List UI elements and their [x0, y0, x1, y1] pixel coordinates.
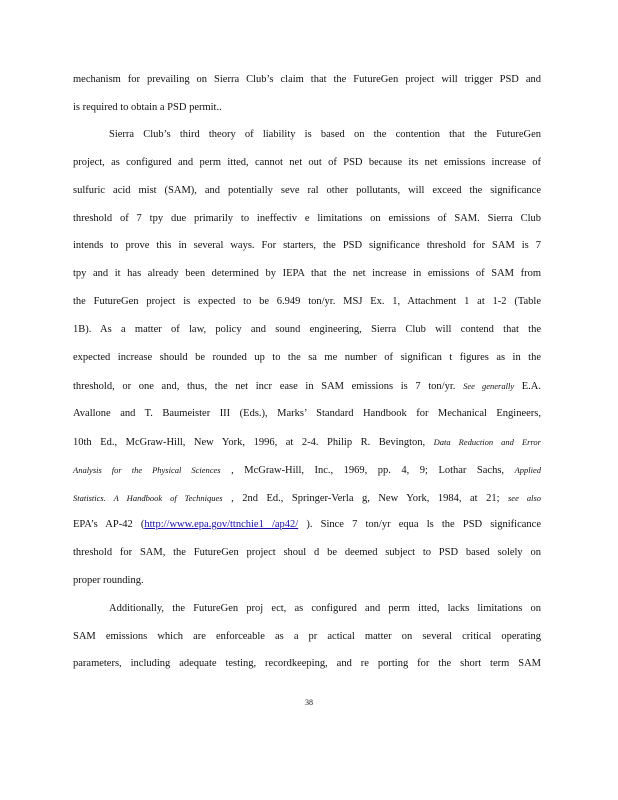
text-line: Avallone and T. Baumeister III (Eds.), Marks’ Standard Handbook for Mechanical Engineers,	[73, 408, 541, 419]
text-line: is required to obtain a PSD permit..	[73, 102, 222, 113]
text-line: proper rounding.	[73, 575, 144, 586]
text-segment: , 2nd Ed., Springer-Verla g, New York, 1984, at 21;	[231, 493, 500, 504]
text-line: expected increase should be rounded up to the sa me number of significan t figures as in the	[73, 352, 541, 363]
citation-signal: see also	[508, 493, 542, 503]
book-title: Analysis for the Physical Sciences	[73, 465, 221, 475]
text-line	[73, 518, 541, 532]
text-line	[73, 435, 541, 450]
text-segment: ). Since 7 ton/yr equa ls the PSD significance	[298, 519, 541, 530]
book-title: Statistics. A Handbook of Techniques	[73, 493, 223, 503]
text-line: Additionally, the FutureGen proj ect, as configured and perm itted, lacks limitations on	[109, 603, 541, 614]
text-line: tpy and it has already been determined by IEPA that the net increase in emissions of SAM from	[73, 268, 541, 279]
text-line: project, as configured and perm itted, cannot net out of PSD because its net emissions increase of	[73, 157, 541, 168]
citation-signal: See generally	[463, 381, 515, 391]
text-line: the FutureGen project is expected to be 6.949 ton/yr. MSJ Ex. 1, Attachment 1 at 1-2 (Table	[73, 296, 541, 307]
text-line	[73, 379, 541, 394]
text-line: SAM emissions which are enforceable as a pr actical matter on several critical operating	[73, 631, 541, 642]
book-title: Applied	[514, 465, 542, 475]
text-line: threshold for SAM, the FutureGen project shoul d be deemed subject to PSD based solely on	[73, 547, 541, 558]
text-segment: , McGraw-Hill, Inc., 1969, pp. 4, 9; Lothar Sachs,	[231, 465, 505, 476]
ap42-link[interactable]: http://www.epa.gov/ttnchie1 /ap42/	[144, 519, 299, 530]
text-line: Sierra Club’s third theory of liability is based on the contention that the FutureGen	[109, 129, 541, 140]
text-line: mechanism for prevailing on Sierra Club’s claim that the FutureGen project will trigger PSD and	[73, 74, 541, 85]
book-title: Data Reduction and Error	[433, 437, 541, 447]
text-segment: 10th Ed., McGraw-Hill, New York, 1996, at 2-4. Philip R. Bevington,	[73, 437, 426, 448]
text-line: intends to prove this in several ways. For starters, the PSD significance threshold for SAM is 7	[73, 240, 541, 251]
text-line	[73, 463, 541, 478]
text-line: 1B). As a matter of law, policy and sound engineering, Sierra Club will contend that the	[73, 324, 541, 335]
text-segment: E.A.	[521, 381, 542, 392]
text-segment: EPA’s AP-42 (	[73, 519, 145, 530]
text-line: threshold of 7 tpy due primarily to ineffectiv e limitations on emissions of SAM. Sierra Club	[73, 213, 541, 224]
text-line	[73, 491, 541, 506]
text-line: sulfuric acid mist (SAM), and potentially seve ral other pollutants, will exceed the significance	[73, 185, 541, 196]
text-line: parameters, including adequate testing, recordkeeping, and re porting for the short term SAM	[73, 658, 541, 669]
text-segment: threshold, or one and, thus, the net incr ease in SAM emissions is 7 ton/yr.	[73, 381, 456, 392]
page-number: 38	[305, 698, 313, 707]
